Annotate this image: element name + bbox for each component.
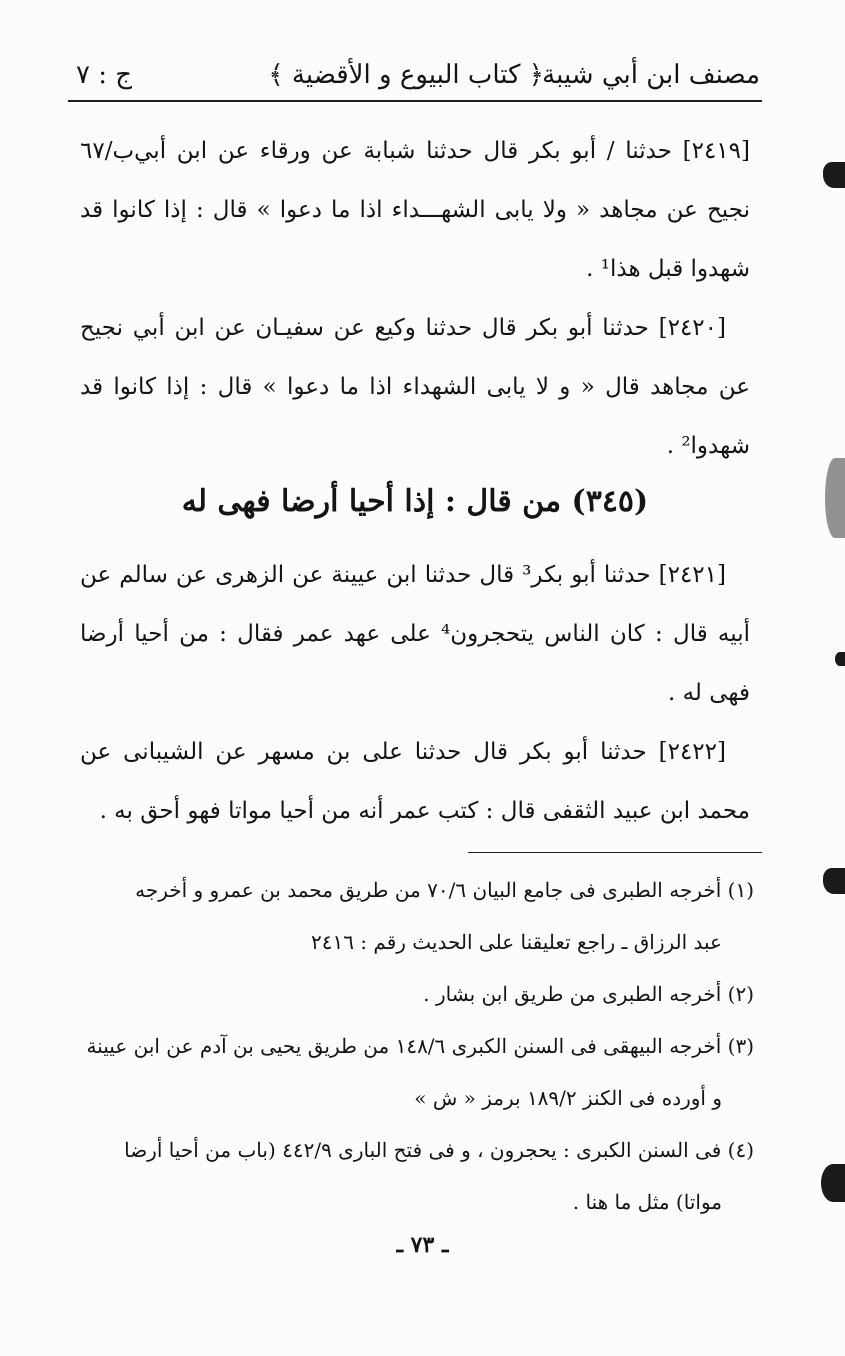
footnotes <box>86 864 754 1228</box>
section-heading: (٣٤٥) من قال : إذا أحيا أرضا فهى له <box>181 484 649 519</box>
scan-blot <box>821 1164 845 1202</box>
footnote-continuation: عبد الرزاق ـ راجع تعليقنا على الحديث رقم : ٢٤١٦ <box>310 930 722 954</box>
scan-blot <box>823 162 845 188</box>
hadith-2421 <box>80 546 750 723</box>
footnote-1 <box>86 864 754 968</box>
footnote-continuation: و أورده فى الكنز ١٨٩/٢ برمز « ش » <box>414 1086 722 1110</box>
footnote-number: (٤) <box>727 1138 754 1162</box>
footnote-number: (٢) <box>727 982 754 1006</box>
footnote-text: أخرجه الطبرى فى جامع البيان ٧٠/٦ من طريق محمد بن عمرو و أخرجه <box>135 878 722 902</box>
chapter-title: ﴿ كتاب البيوع و الأقضية ﴾ <box>268 60 544 90</box>
hadith-2421-text: [٢٤٢١] حدثنا أبو بكر³ قال حدثنا ابن عيينة عن الزهرى عن سالم عن أبيه قال : كان الناس يتحجرون⁴ على عهد عمر فقال : من أحيا أرضا فهى له . <box>80 562 750 706</box>
main-text-block-2 <box>80 546 750 841</box>
footnote-continuation: مواتا) مثل ما هنا . <box>572 1190 722 1214</box>
page-number: ـ ٧٣ ـ <box>396 1232 449 1258</box>
footnote-2 <box>86 968 754 1020</box>
footnote-number: (٣) <box>727 1034 754 1058</box>
footnote-number: (١) <box>727 878 754 902</box>
footnote-4 <box>86 1124 754 1228</box>
book-title: مصنف ابن أبي شيبة <box>542 60 760 90</box>
scan-blot <box>825 458 845 538</box>
hadith-2422-text: [٢٤٢٢] حدثنا أبو بكر قال حدثنا على بن مسهر عن الشيبانى عن محمد ابن عبيد الثقفى قال : كتب عمر أنه من أحيا مواتا فهو أحق به . <box>80 739 750 824</box>
scan-blot <box>835 652 845 666</box>
hadith-2419-text: [٢٤١٩] حدثنا / أبو بكر قال حدثنا شبابة عن ورقاء عن ابن أبي نجيح عن مجاهد « ولا يابى الشهـــداء اذا ما دعوا » قال : إذا كانوا قد شهدوا قبل هذا¹ . <box>80 138 750 282</box>
hadith-2422 <box>80 723 750 841</box>
hadith-2420-text: [٢٤٢٠] حدثنا أبو بكر قال حدثنا وكيع عن سفيـان عن ابن أبي نجيح عن مجاهد قال « و لا يابى الشهداء اذا ما دعوا » قال : إذا كانوا قد شهدوا² . <box>80 315 750 459</box>
footnote-3 <box>86 1020 754 1124</box>
volume-number: ج : ٧ <box>76 60 133 90</box>
hadith-2420 <box>80 299 750 476</box>
running-header <box>70 52 760 100</box>
header-rule <box>68 100 762 102</box>
footnote-text: أخرجه البيهقى فى السنن الكبرى ١٤٨/٦ من طريق يحيى بن آدم عن ابن عيينة <box>86 1034 722 1058</box>
footnote-rule <box>468 852 762 853</box>
scan-blot <box>823 868 845 894</box>
folio-marker: ب/٦٧ <box>80 138 135 164</box>
hadith-2419 <box>80 122 750 299</box>
main-text-block-1 <box>80 122 750 476</box>
footnote-text: فى السنن الكبرى : يحجرون ، و فى فتح البارى ٤٤٢/٩ (باب من أحيا أرضا <box>124 1138 722 1162</box>
footnote-text: أخرجه الطبرى من طريق ابن بشار . <box>423 982 722 1006</box>
